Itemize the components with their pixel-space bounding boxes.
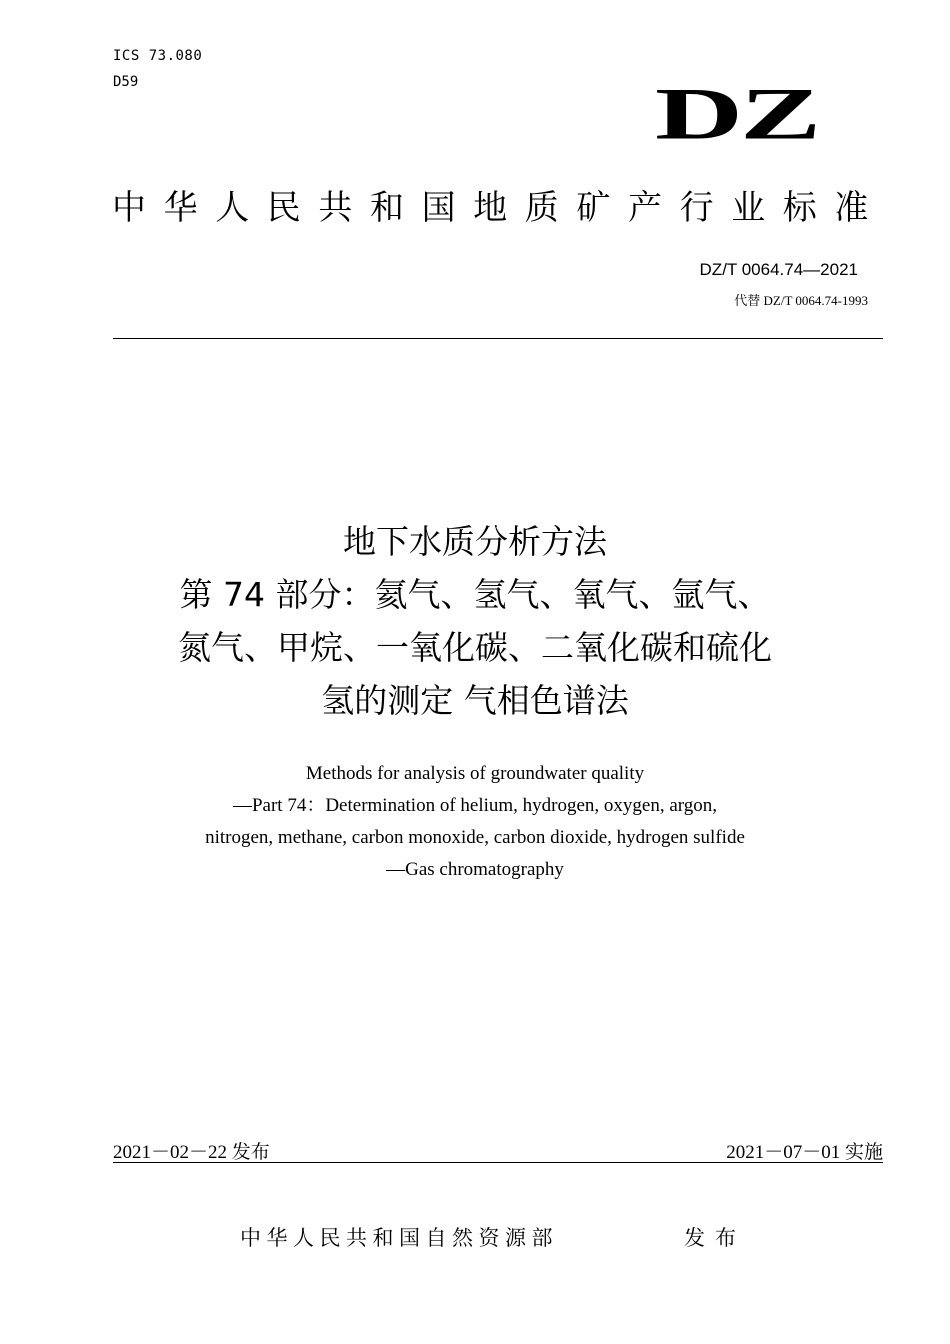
document-number: DZ/T 0064.74—2021 [699,260,858,279]
dz-logo: DZ [655,73,819,156]
publisher-name: 中华人民共和国自然资源部 [240,1226,558,1250]
replaces-note: 代替 DZ/T 0064.74-1993 [734,293,868,308]
english-title [100,758,850,886]
chinese-title [90,515,860,727]
footer-divider [113,1162,883,1163]
classification-code: D59 [113,74,139,90]
chinese-title-line: 第 74 部分：氦气、氢气、氧气、氩气、 [179,575,771,614]
english-title-line: —Gas chromatography [386,859,564,880]
english-title-line: nitrogen, methane, carbon monoxide, carbon dioxide, hydrogen sulfide [205,827,745,848]
publish-label: 发布 [684,1226,746,1250]
chinese-title-line: 氮气、甲烷、一氧化碳、二氧化碳和硫化 [178,628,772,667]
english-title-line: Methods for analysis of groundwater quality [305,763,645,784]
english-title-line: —Part 74：Determination of helium, hydrogen, oxygen, argon, [232,795,718,816]
issue-date: 2021－02－22 发布 [113,1142,270,1163]
chinese-title-line: 氢的测定 气相色谱法 [321,681,629,720]
ics-code: ICS 73.080 [113,48,203,64]
header-divider [113,338,883,339]
implementation-date: 2021－07－01 实施 [726,1142,883,1163]
standard-title: 中华人民共和国地质矿产行业标准 [112,188,886,228]
chinese-title-line: 地下水质分析方法 [343,522,607,561]
